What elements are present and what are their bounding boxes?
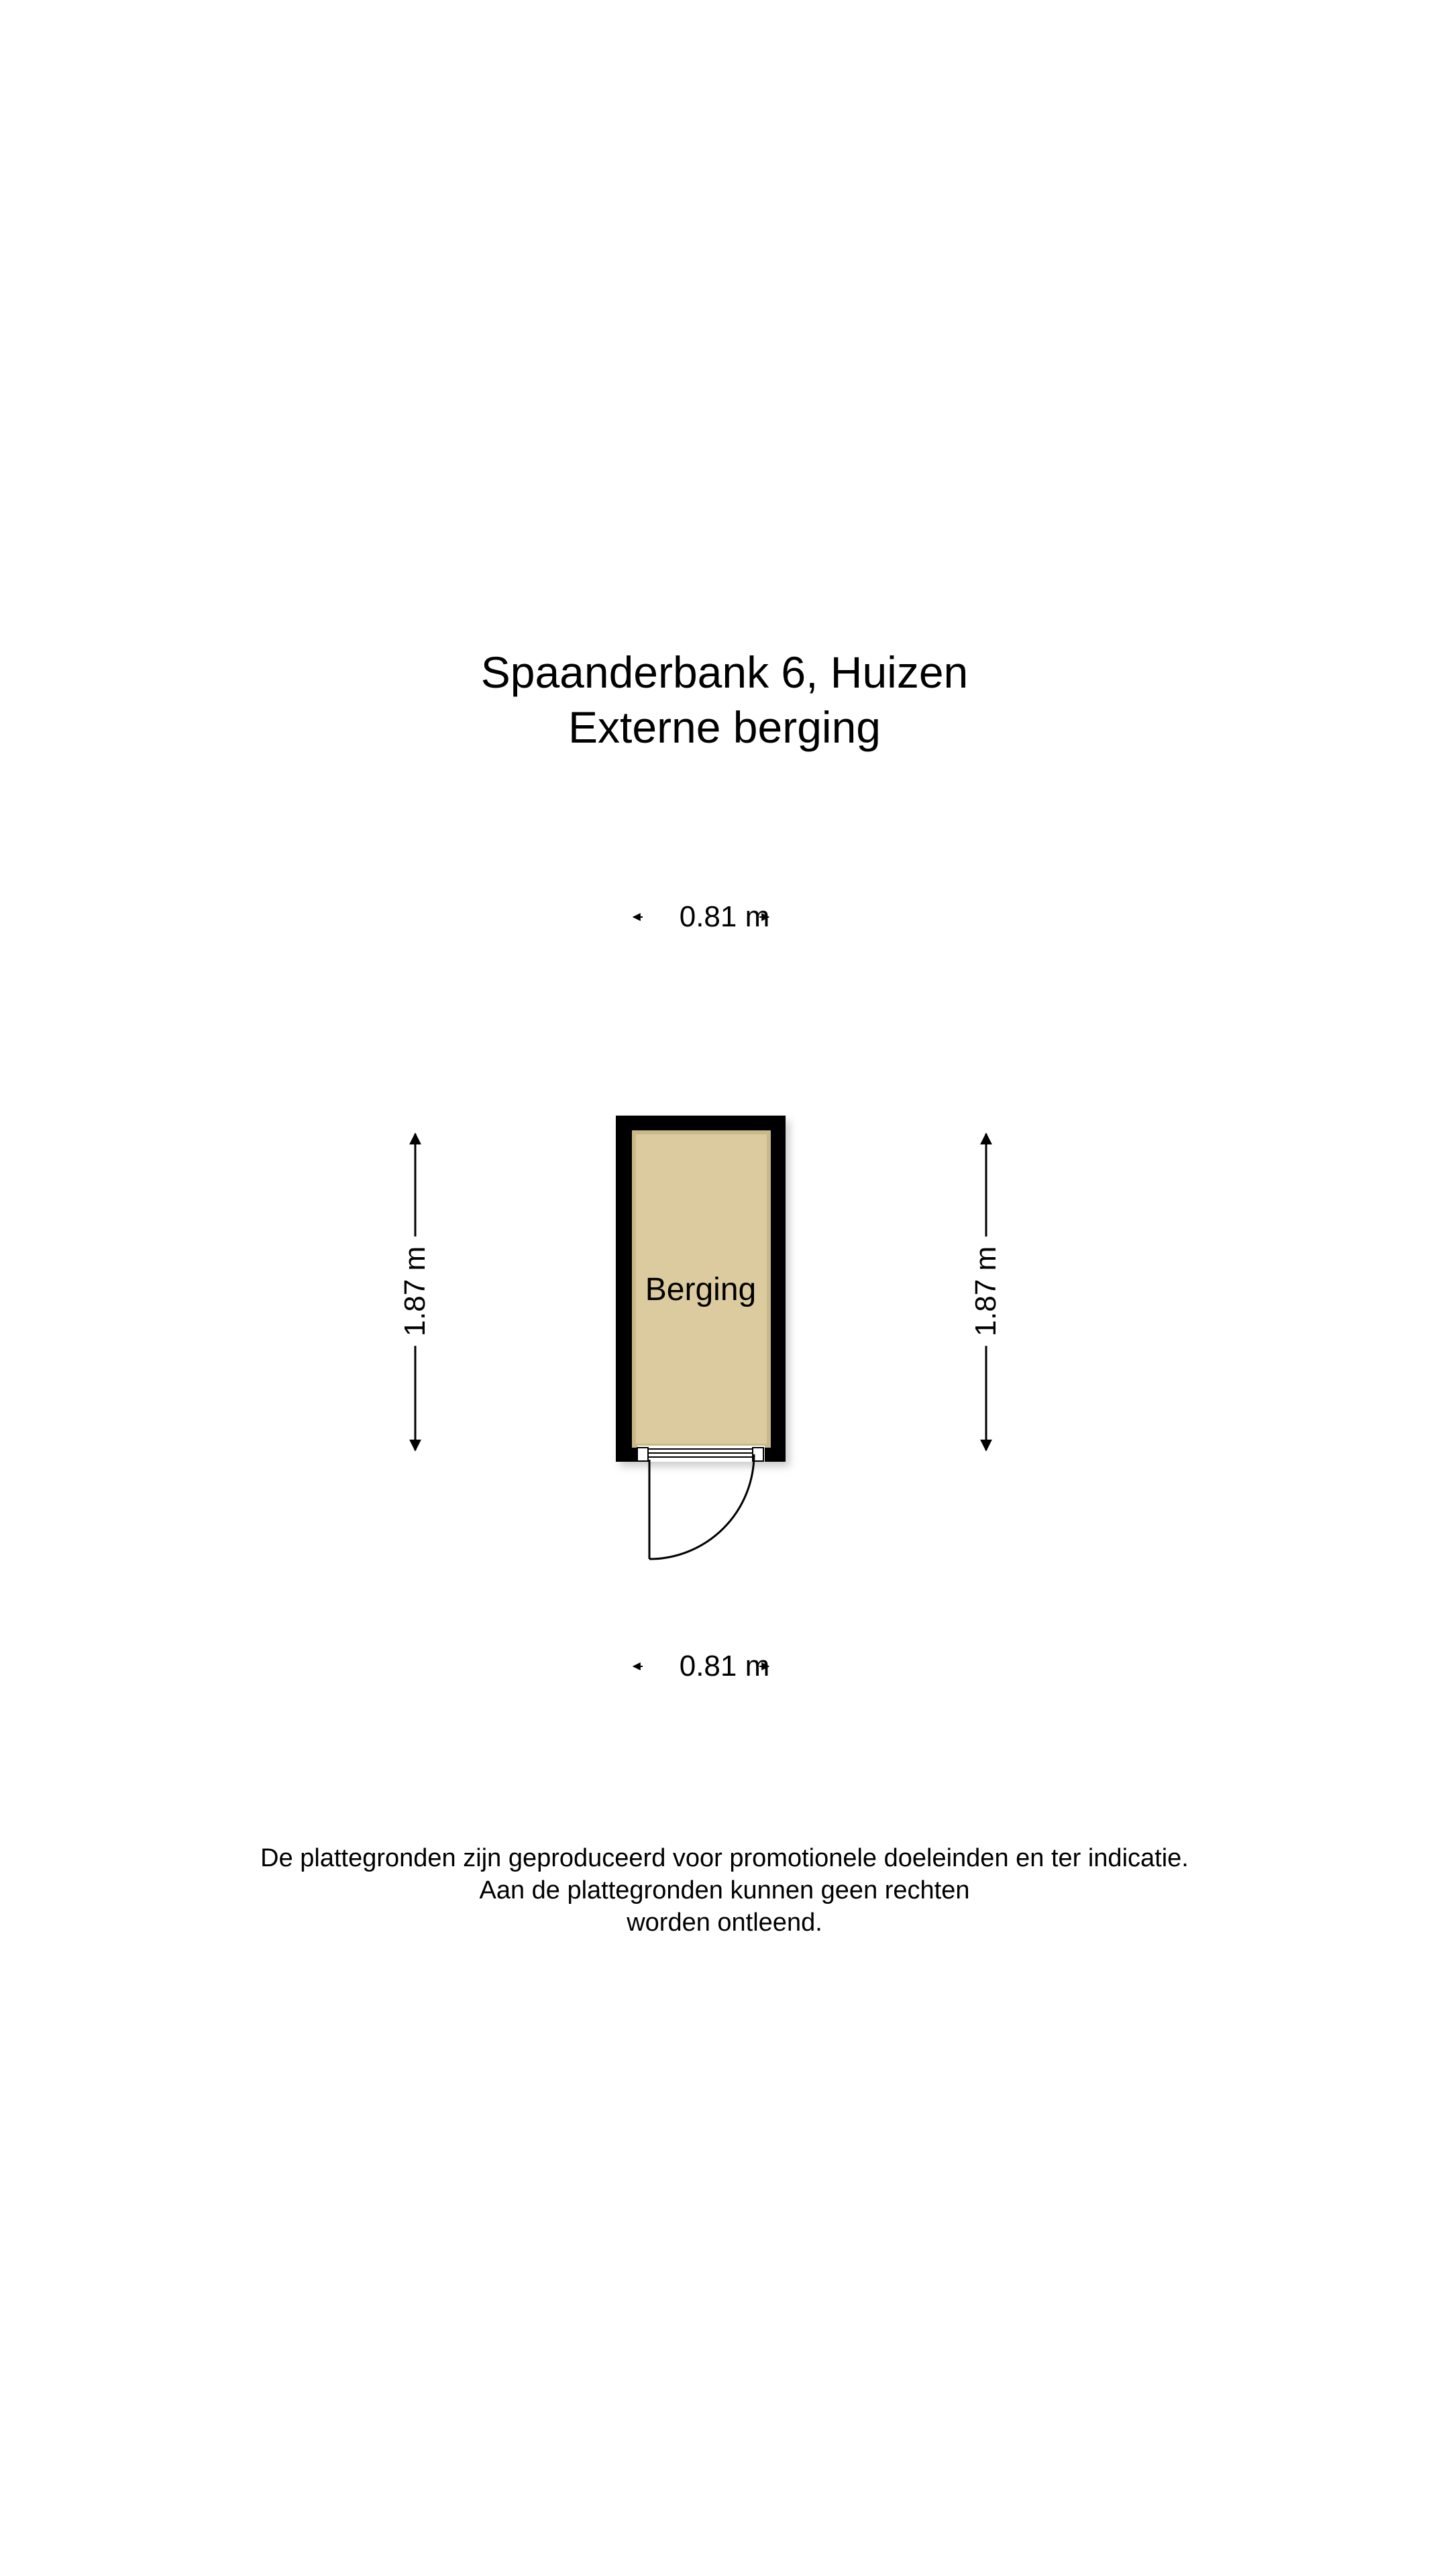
dimension-left-height: 1.87 m: [398, 1237, 432, 1346]
door-jamb-left: [637, 1448, 648, 1461]
door-swing-arc: [649, 1454, 754, 1559]
dimension-top-width: 0.81 m: [679, 900, 770, 933]
plan-title-address: Spaanderbank 6, Huizen: [480, 647, 969, 697]
disclaimer-line-3: worden ontleend.: [627, 1909, 822, 1937]
disclaimer-line-1: De plattegronden zijn geproduceerd voor promotionele doeleinden en ter indicatie.: [260, 1844, 1189, 1872]
plan-title-subtitle: Externe berging: [568, 702, 881, 752]
dimension-bottom-width: 0.81 m: [679, 1650, 770, 1682]
dimension-right-height: 1.87 m: [969, 1237, 1003, 1346]
disclaimer-line-2: Aan de plattegronden kunnen geen rechten: [479, 1876, 970, 1904]
room-label-berging: Berging: [645, 1272, 757, 1307]
